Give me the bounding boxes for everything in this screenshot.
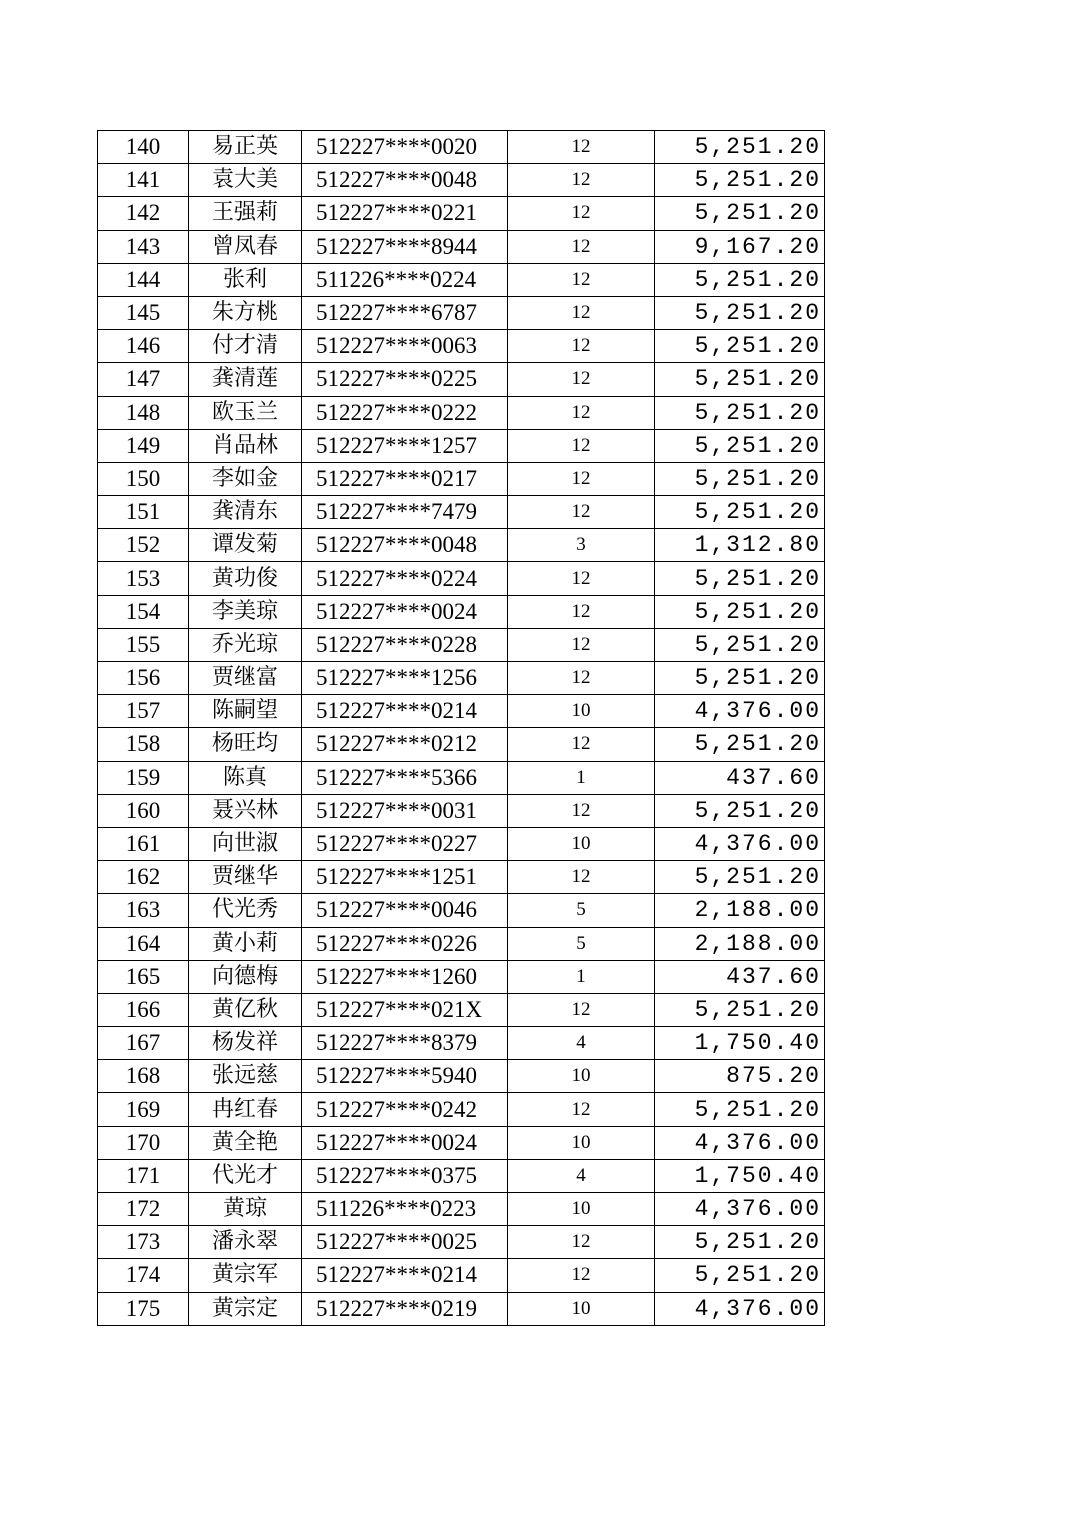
row-number-cell: 158 [98, 728, 189, 761]
amount-cell: 5,251.20 [655, 1226, 825, 1259]
person-name-cell: 黄琼 [189, 1193, 302, 1226]
months-cell: 12 [508, 1259, 655, 1292]
person-name-cell: 黄宗定 [189, 1292, 302, 1325]
id-number-cell: 512227****021X [302, 993, 508, 1026]
amount-cell: 5,251.20 [655, 131, 825, 164]
months-cell: 1 [508, 960, 655, 993]
amount-cell: 5,251.20 [655, 429, 825, 462]
months-cell: 10 [508, 1060, 655, 1093]
table-row [98, 1060, 825, 1093]
id-number-cell: 512227****0221 [302, 197, 508, 230]
table-row [98, 728, 825, 761]
id-number-cell: 512227****0225 [302, 363, 508, 396]
table-row [98, 1292, 825, 1325]
id-number-cell: 512227****0024 [302, 1126, 508, 1159]
table-row [98, 396, 825, 429]
amount-cell: 5,251.20 [655, 1259, 825, 1292]
table-row [98, 695, 825, 728]
amount-cell: 5,251.20 [655, 1093, 825, 1126]
id-number-cell: 512227****0025 [302, 1226, 508, 1259]
row-number-cell: 149 [98, 429, 189, 462]
id-number-cell: 512227****5940 [302, 1060, 508, 1093]
months-cell: 12 [508, 993, 655, 1026]
person-name-cell: 贾继富 [189, 662, 302, 695]
row-number-cell: 154 [98, 595, 189, 628]
person-name-cell: 谭发菊 [189, 529, 302, 562]
id-number-cell: 512227****0226 [302, 927, 508, 960]
table-row [98, 363, 825, 396]
months-cell: 4 [508, 1159, 655, 1192]
table-row [98, 628, 825, 661]
table-row [98, 993, 825, 1026]
row-number-cell: 147 [98, 363, 189, 396]
id-number-cell: 512227****0375 [302, 1159, 508, 1192]
months-cell: 12 [508, 1093, 655, 1126]
amount-cell: 5,251.20 [655, 164, 825, 197]
table-row [98, 1126, 825, 1159]
person-name-cell: 王强莉 [189, 197, 302, 230]
table-row [98, 496, 825, 529]
row-number-cell: 142 [98, 197, 189, 230]
row-number-cell: 156 [98, 662, 189, 695]
id-number-cell: 512227****8944 [302, 230, 508, 263]
row-number-cell: 162 [98, 861, 189, 894]
table-row [98, 662, 825, 695]
table-row [98, 1193, 825, 1226]
table-row [98, 296, 825, 329]
amount-cell: 5,251.20 [655, 296, 825, 329]
amount-cell: 4,376.00 [655, 1193, 825, 1226]
table-row [98, 330, 825, 363]
row-number-cell: 166 [98, 993, 189, 1026]
amount-cell: 4,376.00 [655, 1292, 825, 1325]
months-cell: 12 [508, 131, 655, 164]
amount-cell: 9,167.20 [655, 230, 825, 263]
table-row [98, 1226, 825, 1259]
subsidy-table [97, 130, 825, 1326]
person-name-cell: 杨发祥 [189, 1027, 302, 1060]
months-cell: 12 [508, 396, 655, 429]
row-number-cell: 168 [98, 1060, 189, 1093]
id-number-cell: 512227****0020 [302, 131, 508, 164]
amount-cell: 875.20 [655, 1060, 825, 1093]
row-number-cell: 141 [98, 164, 189, 197]
row-number-cell: 140 [98, 131, 189, 164]
amount-cell: 5,251.20 [655, 462, 825, 495]
amount-cell: 5,251.20 [655, 330, 825, 363]
row-number-cell: 148 [98, 396, 189, 429]
id-number-cell: 512227****0222 [302, 396, 508, 429]
id-number-cell: 512227****0048 [302, 529, 508, 562]
id-number-cell: 512227****0242 [302, 1093, 508, 1126]
row-number-cell: 150 [98, 462, 189, 495]
months-cell: 5 [508, 894, 655, 927]
person-name-cell: 冉红春 [189, 1093, 302, 1126]
person-name-cell: 张利 [189, 263, 302, 296]
amount-cell: 5,251.20 [655, 794, 825, 827]
person-name-cell: 李美琼 [189, 595, 302, 628]
months-cell: 12 [508, 197, 655, 230]
person-name-cell: 易正英 [189, 131, 302, 164]
months-cell: 12 [508, 164, 655, 197]
id-number-cell: 512227****0217 [302, 462, 508, 495]
person-name-cell: 陈真 [189, 761, 302, 794]
person-name-cell: 黄小莉 [189, 927, 302, 960]
row-number-cell: 167 [98, 1027, 189, 1060]
row-number-cell: 164 [98, 927, 189, 960]
row-number-cell: 160 [98, 794, 189, 827]
months-cell: 5 [508, 927, 655, 960]
id-number-cell: 512227****0224 [302, 562, 508, 595]
amount-cell: 5,251.20 [655, 263, 825, 296]
months-cell: 12 [508, 330, 655, 363]
table-row [98, 462, 825, 495]
amount-cell: 1,750.40 [655, 1027, 825, 1060]
table-row [98, 1159, 825, 1192]
person-name-cell: 黄宗军 [189, 1259, 302, 1292]
person-name-cell: 朱方桃 [189, 296, 302, 329]
months-cell: 12 [508, 263, 655, 296]
months-cell: 12 [508, 861, 655, 894]
row-number-cell: 174 [98, 1259, 189, 1292]
id-number-cell: 512227****0063 [302, 330, 508, 363]
id-number-cell: 512227****1257 [302, 429, 508, 462]
amount-cell: 5,251.20 [655, 728, 825, 761]
table-row [98, 827, 825, 860]
row-number-cell: 145 [98, 296, 189, 329]
months-cell: 10 [508, 827, 655, 860]
id-number-cell: 512227****0214 [302, 695, 508, 728]
person-name-cell: 代光才 [189, 1159, 302, 1192]
id-number-cell: 512227****0212 [302, 728, 508, 761]
table-row [98, 894, 825, 927]
table-row [98, 562, 825, 595]
person-name-cell: 欧玉兰 [189, 396, 302, 429]
person-name-cell: 聂兴林 [189, 794, 302, 827]
amount-cell: 5,251.20 [655, 562, 825, 595]
amount-cell: 5,251.20 [655, 595, 825, 628]
table-row [98, 761, 825, 794]
person-name-cell: 袁大美 [189, 164, 302, 197]
id-number-cell: 512227****1260 [302, 960, 508, 993]
id-number-cell: 512227****0219 [302, 1292, 508, 1325]
row-number-cell: 161 [98, 827, 189, 860]
id-number-cell: 512227****0046 [302, 894, 508, 927]
table-row [98, 263, 825, 296]
months-cell: 10 [508, 695, 655, 728]
id-number-cell: 512227****0214 [302, 1259, 508, 1292]
row-number-cell: 163 [98, 894, 189, 927]
amount-cell: 1,750.40 [655, 1159, 825, 1192]
row-number-cell: 152 [98, 529, 189, 562]
id-number-cell: 512227****0228 [302, 628, 508, 661]
amount-cell: 4,376.00 [655, 695, 825, 728]
id-number-cell: 512227****0031 [302, 794, 508, 827]
row-number-cell: 159 [98, 761, 189, 794]
months-cell: 12 [508, 296, 655, 329]
person-name-cell: 杨旺均 [189, 728, 302, 761]
id-number-cell: 512227****8379 [302, 1027, 508, 1060]
table-row [98, 960, 825, 993]
row-number-cell: 155 [98, 628, 189, 661]
months-cell: 12 [508, 462, 655, 495]
amount-cell: 5,251.20 [655, 496, 825, 529]
row-number-cell: 170 [98, 1126, 189, 1159]
table-row [98, 927, 825, 960]
person-name-cell: 潘永翠 [189, 1226, 302, 1259]
person-name-cell: 肖品林 [189, 429, 302, 462]
person-name-cell: 付才清 [189, 330, 302, 363]
row-number-cell: 173 [98, 1226, 189, 1259]
months-cell: 12 [508, 662, 655, 695]
id-number-cell: 512227****5366 [302, 761, 508, 794]
person-name-cell: 代光秀 [189, 894, 302, 927]
person-name-cell: 曾凤春 [189, 230, 302, 263]
table-row [98, 1093, 825, 1126]
id-number-cell: 512227****7479 [302, 496, 508, 529]
amount-cell: 5,251.20 [655, 662, 825, 695]
row-number-cell: 144 [98, 263, 189, 296]
table-row [98, 164, 825, 197]
amount-cell: 437.60 [655, 960, 825, 993]
row-number-cell: 146 [98, 330, 189, 363]
months-cell: 3 [508, 529, 655, 562]
person-name-cell: 贾继华 [189, 861, 302, 894]
person-name-cell: 李如金 [189, 462, 302, 495]
person-name-cell: 陈嗣望 [189, 695, 302, 728]
id-number-cell: 512227****1251 [302, 861, 508, 894]
months-cell: 1 [508, 761, 655, 794]
months-cell: 12 [508, 496, 655, 529]
months-cell: 12 [508, 1226, 655, 1259]
id-number-cell: 512227****0227 [302, 827, 508, 860]
table-row [98, 1027, 825, 1060]
id-number-cell: 511226****0223 [302, 1193, 508, 1226]
row-number-cell: 169 [98, 1093, 189, 1126]
person-name-cell: 黄全艳 [189, 1126, 302, 1159]
person-name-cell: 龚清莲 [189, 363, 302, 396]
row-number-cell: 157 [98, 695, 189, 728]
person-name-cell: 乔光琼 [189, 628, 302, 661]
row-number-cell: 153 [98, 562, 189, 595]
amount-cell: 5,251.20 [655, 993, 825, 1026]
row-number-cell: 165 [98, 960, 189, 993]
amount-cell: 2,188.00 [655, 894, 825, 927]
row-number-cell: 172 [98, 1193, 189, 1226]
table-row [98, 197, 825, 230]
months-cell: 12 [508, 230, 655, 263]
amount-cell: 5,251.20 [655, 396, 825, 429]
amount-cell: 5,251.20 [655, 628, 825, 661]
row-number-cell: 143 [98, 230, 189, 263]
table-row [98, 1259, 825, 1292]
row-number-cell: 151 [98, 496, 189, 529]
months-cell: 12 [508, 562, 655, 595]
table-row [98, 794, 825, 827]
amount-cell: 4,376.00 [655, 827, 825, 860]
table-row [98, 529, 825, 562]
months-cell: 12 [508, 429, 655, 462]
months-cell: 12 [508, 728, 655, 761]
row-number-cell: 171 [98, 1159, 189, 1192]
id-number-cell: 512227****0048 [302, 164, 508, 197]
months-cell: 12 [508, 595, 655, 628]
months-cell: 10 [508, 1292, 655, 1325]
amount-cell: 5,251.20 [655, 363, 825, 396]
amount-cell: 5,251.20 [655, 197, 825, 230]
person-name-cell: 黄功俊 [189, 562, 302, 595]
amount-cell: 437.60 [655, 761, 825, 794]
amount-cell: 2,188.00 [655, 927, 825, 960]
amount-cell: 5,251.20 [655, 861, 825, 894]
amount-cell: 1,312.80 [655, 529, 825, 562]
table-row [98, 861, 825, 894]
months-cell: 12 [508, 794, 655, 827]
months-cell: 12 [508, 628, 655, 661]
table-row [98, 230, 825, 263]
months-cell: 10 [508, 1126, 655, 1159]
row-number-cell: 175 [98, 1292, 189, 1325]
table-row [98, 595, 825, 628]
person-name-cell: 向德梅 [189, 960, 302, 993]
person-name-cell: 龚清东 [189, 496, 302, 529]
months-cell: 10 [508, 1193, 655, 1226]
person-name-cell: 黄亿秋 [189, 993, 302, 1026]
table-body [98, 131, 825, 1326]
months-cell: 4 [508, 1027, 655, 1060]
id-number-cell: 512227****6787 [302, 296, 508, 329]
months-cell: 12 [508, 363, 655, 396]
id-number-cell: 512227****0024 [302, 595, 508, 628]
table-row [98, 429, 825, 462]
person-name-cell: 张远慈 [189, 1060, 302, 1093]
id-number-cell: 511226****0224 [302, 263, 508, 296]
table-row [98, 131, 825, 164]
person-name-cell: 向世淑 [189, 827, 302, 860]
id-number-cell: 512227****1256 [302, 662, 508, 695]
amount-cell: 4,376.00 [655, 1126, 825, 1159]
